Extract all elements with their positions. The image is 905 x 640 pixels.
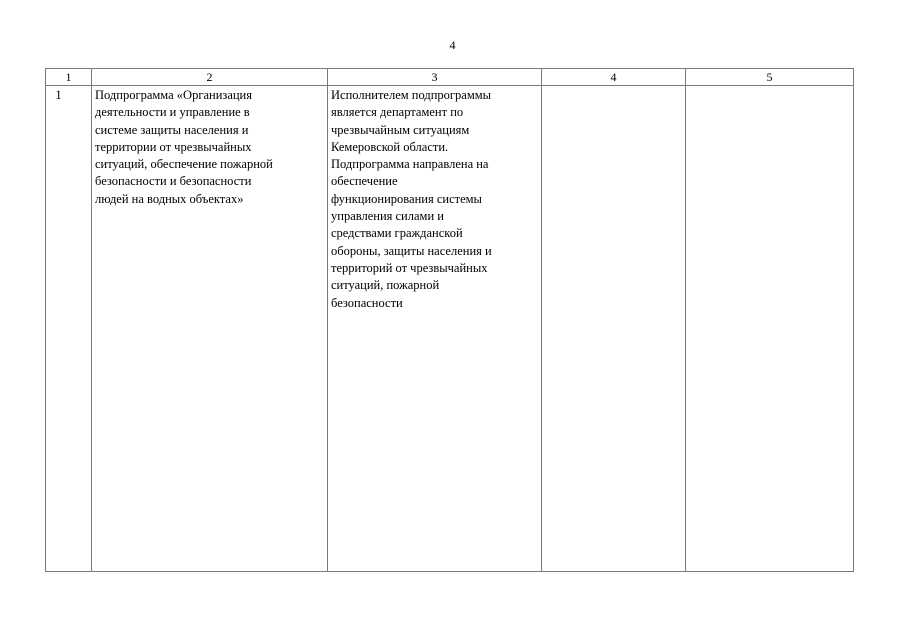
description-line: обеспечение	[331, 174, 398, 189]
description-line: Подпрограмма направлена на	[331, 157, 489, 172]
program-table	[45, 68, 854, 572]
subprogram-name-line: безопасности и безопасности	[95, 174, 252, 189]
description-line: функционирования системы	[331, 191, 482, 206]
table-row	[46, 86, 854, 572]
description-line: средствами гражданской	[331, 226, 463, 241]
header-col-2: 2	[92, 69, 328, 86]
description-line: Исполнителем подпрограммы	[331, 88, 492, 102]
subprogram-name-line: ситуаций, обеспечение пожарной	[95, 157, 273, 172]
header-col-4: 4	[542, 69, 686, 86]
header-col-1: 1	[46, 69, 92, 86]
description-line: является департамент по	[331, 105, 464, 120]
col-4-cell	[542, 86, 686, 572]
subprogram-name-line: деятельности и управление в	[95, 105, 250, 120]
row-number-cell: 1	[46, 86, 92, 572]
description-line: Кемеровской области.	[331, 139, 449, 154]
col-5-cell	[686, 86, 854, 572]
description-line: обороны, защиты населения и	[331, 243, 492, 258]
subprogram-name-cell	[92, 86, 328, 572]
subprogram-name-line: системе защиты населения и	[95, 122, 249, 137]
subprogram-name-line: Подпрограмма «Организация	[95, 88, 252, 102]
description-line: территорий от чрезвычайных	[331, 260, 488, 275]
header-col-3: 3	[328, 69, 542, 86]
subprogram-name-line: людей на водных объектах»	[95, 191, 244, 206]
subprogram-description-cell	[328, 86, 542, 572]
header-col-5: 5	[686, 69, 854, 86]
description-line: управления силами и	[331, 209, 444, 224]
page-number: 4	[449, 38, 456, 52]
description-line: ситуаций, пожарной	[331, 278, 440, 293]
subprogram-name-line: территории от чрезвычайных	[95, 139, 252, 154]
description-line: безопасности	[331, 295, 403, 310]
description-line: чрезвычайным ситуациям	[331, 122, 470, 137]
header-row	[46, 69, 854, 86]
